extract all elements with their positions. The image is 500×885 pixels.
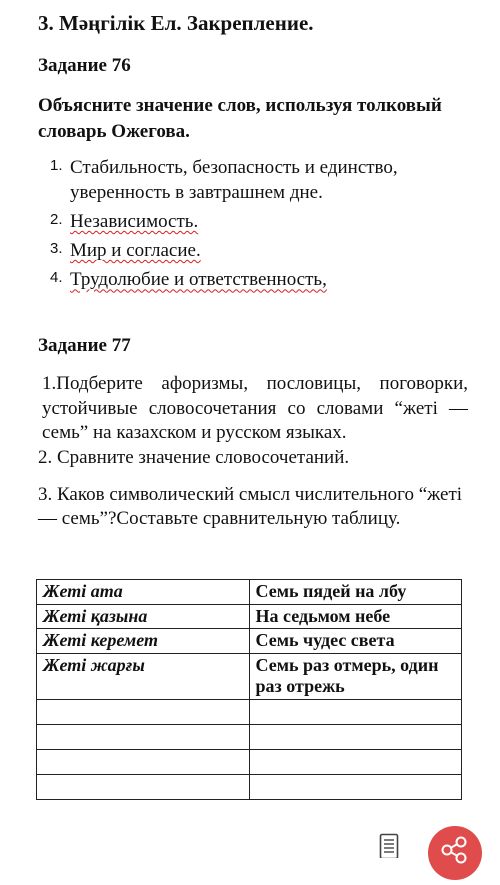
task-77-question-2: 2. Сравните значение словосочетаний. — [38, 447, 350, 469]
task-76-instruction: Объясните значение слов, используя толковый словарь Ожегова. — [38, 95, 442, 142]
table-cell-kazakh — [37, 749, 250, 774]
table-row-empty — [37, 749, 462, 774]
list-item — [50, 155, 470, 205]
task-76-title: Задание 76 — [38, 55, 131, 76]
table-row-empty — [37, 774, 462, 799]
document-icon[interactable] — [379, 833, 399, 858]
table-cell-russian: Семь раз отмерь, один раз отрежь — [249, 653, 462, 699]
list-item-number: 4. — [50, 269, 63, 287]
section-title: 3. Мәңгілік Ел. Закрепление. — [38, 11, 314, 35]
list-item — [50, 209, 470, 234]
table-row — [37, 653, 462, 699]
list-item-number: 1. — [50, 157, 63, 174]
list-item-text: Стабильность, безопасность и единство, уверенность в завтрашнем дне. — [70, 157, 398, 204]
list-item-number: 3. — [50, 240, 63, 258]
task-77-body — [38, 372, 468, 532]
table-cell-russian — [249, 724, 462, 749]
share-icon — [428, 826, 482, 880]
task-76-list — [50, 155, 470, 296]
table-cell-kazakh — [37, 699, 250, 724]
table-cell-russian — [249, 699, 462, 724]
share-button[interactable] — [428, 826, 482, 880]
table-cell-russian: Семь пядей на лбу — [249, 580, 462, 605]
table-cell-russian — [249, 774, 462, 799]
table-cell-kazakh: Жеті ата — [37, 580, 250, 605]
list-item — [50, 267, 470, 292]
table-row — [37, 629, 462, 654]
table-row — [37, 604, 462, 629]
task-77-title: Задание 77 — [38, 335, 131, 356]
comparison-table — [36, 579, 462, 800]
list-item-text: Мир и согласие. — [70, 240, 201, 262]
task-77-question-3: 3. Каков символический смысл числительного “жеті — семь”?Составьте сравнительную таблицу. — [38, 483, 463, 530]
list-item-text: Независимость. — [70, 211, 199, 233]
table-cell-russian: На седьмом небе — [249, 604, 462, 629]
task-77-question-1: 1.Подберите афоризмы, пословицы, поговорки, устойчивые словосочетания со словами “жеті — семь” на казахском и русском языках. — [42, 373, 468, 444]
table-row-empty — [37, 724, 462, 749]
table-cell-kazakh — [37, 724, 250, 749]
table-cell-kazakh: Жеті керемет — [37, 629, 250, 654]
table-row — [37, 580, 462, 605]
list-item-text: Трудолюбие и ответственность, — [70, 269, 327, 291]
list-item — [50, 238, 470, 263]
table-cell-kazakh — [37, 774, 250, 799]
table-cell-russian — [249, 749, 462, 774]
table-cell-kazakh: Жеті қазына — [37, 604, 250, 629]
table-cell-kazakh: Жеті жарғы — [37, 653, 250, 699]
list-item-number: 2. — [50, 211, 63, 229]
table-row-empty — [37, 699, 462, 724]
table-cell-russian: Семь чудес света — [249, 629, 462, 654]
